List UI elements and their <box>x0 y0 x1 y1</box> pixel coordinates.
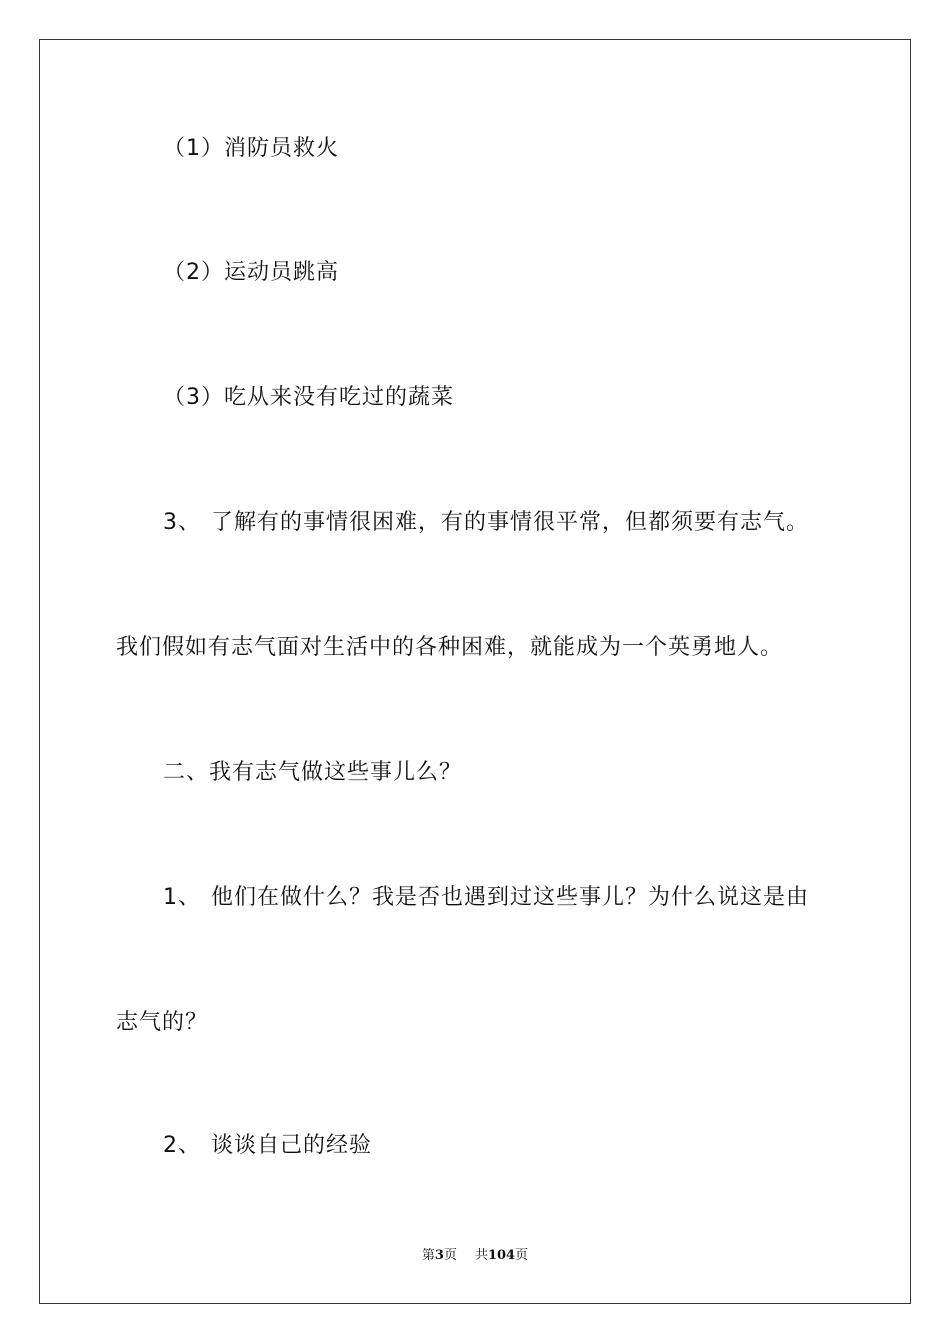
line-text: 我们假如有志气面对生活中的各种困难，就能成为一个英勇地人。 <box>116 635 784 660</box>
line-text: （2）运动员跳高 <box>163 260 339 285</box>
numbered-paragraph-1 <box>163 883 809 913</box>
line-text: 了解有的事情很困难，有的事情很平常，但都须要有志气。 <box>211 510 810 535</box>
line-text: 他们在做什么？我是否也遇到过这些事儿？为什么说这是由 <box>211 885 810 910</box>
paragraph-continuation <box>116 633 783 663</box>
paragraph-continuation <box>116 1008 208 1038</box>
page-prefix: 第 <box>421 1248 435 1263</box>
section-heading <box>163 758 462 788</box>
page-number: 3 <box>434 1248 444 1263</box>
numbered-paragraph-3 <box>163 508 809 538</box>
total-pages: 104 <box>487 1248 516 1263</box>
page-suffix: 页 <box>443 1248 457 1263</box>
list-item-1 <box>163 134 339 164</box>
line-text: 志气的？ <box>116 1010 209 1035</box>
item-number: 3、 <box>163 510 201 535</box>
item-number: 2、 <box>163 1133 201 1158</box>
total-suffix: 页 <box>515 1248 529 1263</box>
item-number: 1、 <box>163 885 201 910</box>
total-prefix: 共 <box>474 1248 488 1263</box>
line-text: 谈谈自己的经验 <box>211 1133 373 1158</box>
page-footer <box>0 1247 950 1265</box>
line-text: 二、我有志气做这些事儿么？ <box>163 760 463 785</box>
line-text: （3）吃从来没有吃过的蔬菜 <box>163 385 454 410</box>
list-item-2 <box>163 258 339 288</box>
line-text: （1）消防员救火 <box>163 136 339 161</box>
list-item-3 <box>163 383 454 413</box>
numbered-paragraph-2 <box>163 1131 372 1161</box>
page-border <box>39 39 911 1304</box>
